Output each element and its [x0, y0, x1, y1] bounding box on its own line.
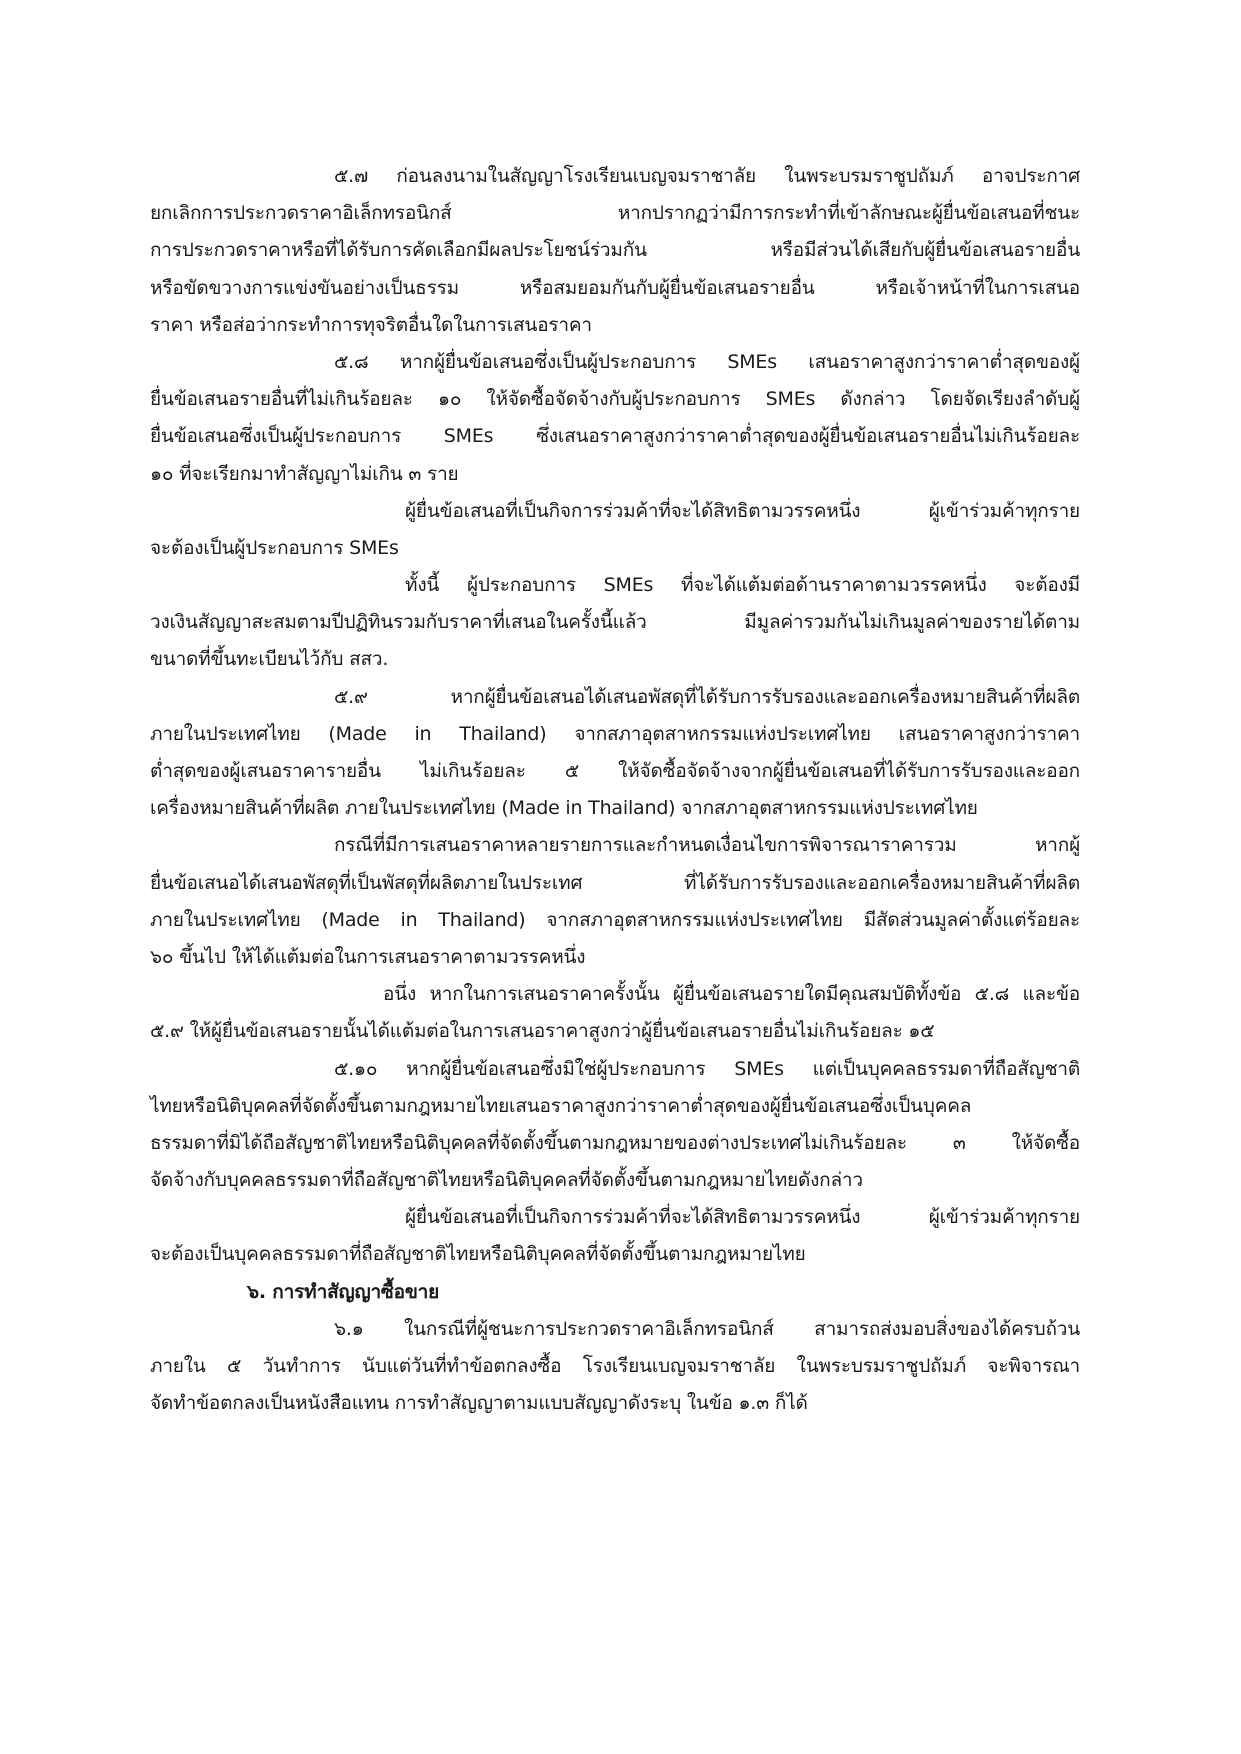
text-line: ต่ำสุดของผู้เสนอราคารายอื่น ไม่เกินร้อยละ ๕ ให้จัดซื้อจัดจ้างจากผู้ยื่นข้อเสนอที่ได้รับการรับรองและออก: [150, 760, 1080, 782]
document-body: [150, 158, 1080, 1422]
text-line: ภายในประเทศไทย (Made in Thailand) จากสภาอุตสาหกรรมแห่งประเทศไทย เสนอราคาสูงกว่าราคา: [150, 722, 1080, 745]
section-heading: ๖. การทำสัญญาซื้อขาย: [247, 1280, 440, 1303]
text-line: จะต้องเป็นผู้ประกอบการ SMEs: [150, 536, 399, 559]
text-line: กรณีที่มีการเสนอราคาหลายรายการและกำหนดเงื่อนไขการพิจารณาราคารวม หากผู้: [334, 834, 1080, 857]
text-line: ๑๐ ที่จะเรียกมาทำสัญญาไม่เกิน ๓ ราย: [150, 462, 459, 485]
text-line: จัดจ้างกับบุคคลธรรมดาที่ถือสัญชาติไทยหรือนิติบุคคลที่จัดตั้งขึ้นตามกฎหมายไทยดังกล่าว: [150, 1169, 863, 1192]
text-line: ๕.๘ หากผู้ยื่นข้อเสนอซึ่งเป็นผู้ประกอบการ SMEs เสนอราคาสูงกว่าราคาต่ำสุดของผู้: [334, 350, 1080, 373]
text-line: ๕.๗ ก่อนลงนามในสัญญาโรงเรียนเบญจมราชาลัย ในพระบรมราชูปถัมภ์ อาจประกาศ: [334, 165, 1080, 187]
text-line: ไทยหรือนิติบุคคลที่จัดตั้งขึ้นตามกฎหมายไทยเสนอราคาสูงกว่าราคาต่ำสุดของผู้ยื่นข้อเสนอซึ่งเป็นบุคคล: [150, 1094, 972, 1117]
text-line: ยื่นข้อเสนอได้เสนอพัสดุที่เป็นพัสดุที่ผลิตภายในประเทศ ที่ได้รับการรับรองและออกเครื่องหมายสินค้าที่ผลิต: [150, 871, 1080, 894]
text-line: ภายใน ๕ วันทำการ นับแต่วันที่ทำข้อตกลงซื้อ โรงเรียนเบญจมราชาลัย ในพระบรมราชูปถัมภ์ จะพิจารณา: [150, 1355, 1080, 1377]
text-line: ทั้งนี้ ผู้ประกอบการ SMEs ที่จะได้แต้มต่อด้านราคาตามวรรคหนึ่ง จะต้องมี: [405, 574, 1080, 597]
text-line: ๕.๑๐ หากผู้ยื่นข้อเสนอซึ่งมิใช่ผู้ประกอบการ SMEs แต่เป็นบุคคลธรรมดาที่ถือสัญชาติ: [334, 1057, 1080, 1080]
text-line: วงเงินสัญญาสะสมตามปีปฏิทินรวมกับราคาที่เสนอในครั้งนี้แล้ว มีมูลค่ารวมกันไม่เกินมูลค่าของรายได้ตาม: [150, 611, 1080, 634]
text-line: ธรรมดาที่มิได้ถือสัญชาติไทยหรือนิติบุคคลที่จัดตั้งขึ้นตามกฎหมายของต่างประเทศไม่เกินร้อยละ ๓ ให้จัดซื้อ: [150, 1131, 1081, 1154]
text-line: ผู้ยื่นข้อเสนอที่เป็นกิจการร่วมค้าที่จะได้สิทธิตามวรรคหนึ่ง ผู้เข้าร่วมค้าทุกราย: [405, 499, 1080, 522]
text-line: ๖๐ ขึ้นไป ให้ได้แต้มต่อในการเสนอราคาตามวรรคหนึ่ง: [150, 945, 586, 968]
text-line: ๕.๙ หากผู้ยื่นข้อเสนอได้เสนอพัสดุที่ได้รับการรับรองและออกเครื่องหมายสินค้าที่ผลิต: [334, 685, 1080, 708]
text-line: จัดทำข้อตกลงเป็นหนังสือแทน การทำสัญญาตามแบบสัญญาดังระบุ ในข้อ ๑.๓ ก็ได้: [150, 1392, 808, 1415]
text-line: ยกเลิกการประกวดราคาอิเล็กทรอนิกส์ หากปรากฏว่ามีการกระทำที่เข้าลักษณะผู้ยื่นข้อเสนอที่ชนะ: [150, 202, 1080, 225]
text-line: ยื่นข้อเสนอรายอื่นที่ไม่เกินร้อยละ ๑๐ ให้จัดซื้อจัดจ้างกับผู้ประกอบการ SMEs ดังกล่าว โดยจัดเรียงลำดับผู้: [150, 388, 1080, 411]
text-line: จะต้องเป็นบุคคลธรรมดาที่ถือสัญชาติไทยหรือนิติบุคคลที่จัดตั้งขึ้นตามกฎหมายไทย: [150, 1243, 806, 1266]
text-line: เครื่องหมายสินค้าที่ผลิต ภายในประเทศไทย (Made in Thailand) จากสภาอุตสาหกรรมแห่งประเทศไทย: [150, 797, 978, 820]
text-line: การประกวดราคาหรือที่ได้รับการคัดเลือกมีผลประโยชน์ร่วมกัน หรือมีส่วนได้เสียกับผู้ยื่นข้อเสนอรายอื่น: [150, 239, 1080, 262]
text-line: ผู้ยื่นข้อเสนอที่เป็นกิจการร่วมค้าที่จะได้สิทธิตามวรรคหนึ่ง ผู้เข้าร่วมค้าทุกราย: [405, 1206, 1080, 1229]
text-line: ภายในประเทศไทย (Made in Thailand) จากสภาอุตสาหกรรมแห่งประเทศไทย มีสัดส่วนมูลค่าตั้งแต่ร้อยละ: [150, 908, 1080, 931]
text-line: หรือขัดขวางการแข่งขันอย่างเป็นธรรม หรือสมยอมกันกับผู้ยื่นข้อเสนอรายอื่น หรือเจ้าหน้าที่ในการเสนอ: [150, 276, 1080, 299]
text-line: อนึ่ง หากในการเสนอราคาครั้งนั้น ผู้ยื่นข้อเสนอรายใดมีคุณสมบัติทั้งข้อ ๕.๘ และข้อ: [383, 983, 1081, 1006]
text-line: ๖.๑ ในกรณีที่ผู้ชนะการประกวดราคาอิเล็กทรอนิกส์ สามารถส่งมอบสิ่งของได้ครบถ้วน: [334, 1317, 1081, 1340]
text-line: ยื่นข้อเสนอซึ่งเป็นผู้ประกอบการ SMEs ซึ่งเสนอราคาสูงกว่าราคาต่ำสุดของผู้ยื่นข้อเสนอรายอื่นไม่เกินร้อยละ: [150, 425, 1080, 448]
text-line: ๕.๙ ให้ผู้ยื่นข้อเสนอรายนั้นได้แต้มต่อในการเสนอราคาสูงกว่าผู้ยื่นข้อเสนอรายอื่นไม่เกินร้อยละ ๑๕: [150, 1020, 935, 1043]
text-line: ขนาดที่ขึ้นทะเบียนไว้กับ สสว.: [150, 648, 389, 671]
text-line: ราคา หรือส่อว่ากระทำการทุจริตอื่นใดในการเสนอราคา: [150, 313, 592, 336]
